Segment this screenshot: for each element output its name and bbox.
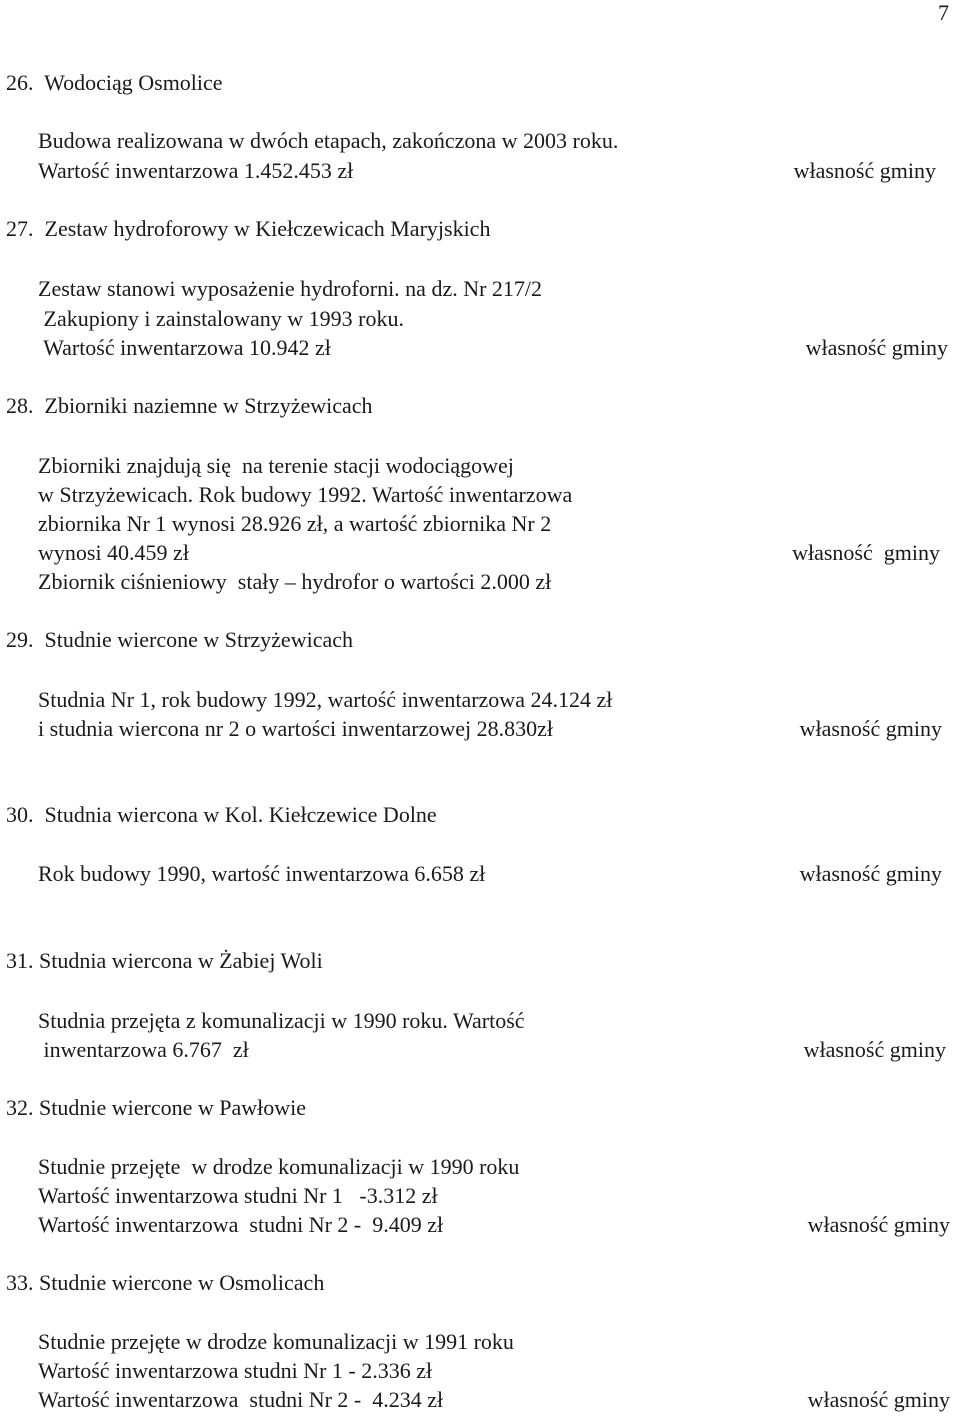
section-line: Studnie przejęte w drodze komunalizacji w 1991 roku xyxy=(38,1329,514,1354)
section-line: Wartość inwentarzowa studni Nr 1 - 2.336 zł xyxy=(38,1358,433,1383)
ownership-label: własność gminy xyxy=(793,158,936,183)
section-line: Studnia Nr 1, rok budowy 1992, wartość inwentarzowa 24.124 zł xyxy=(38,687,613,712)
section-heading: 27. Zestaw hydroforowy w Kiełczewicach Maryjskich xyxy=(6,216,491,241)
page-number: 7 xyxy=(938,0,949,25)
ownership-label: własność gminy xyxy=(792,540,940,565)
ownership-label: własność gminy xyxy=(799,716,942,741)
section-heading: 30. Studnia wiercona w Kol. Kiełczewice Dolne xyxy=(6,802,437,827)
section-line: w Strzyżewicach. Rok budowy 1992. Wartość inwentarzowa xyxy=(38,482,573,507)
section-line: Wartość inwentarzowa 10.942 zł xyxy=(38,335,331,360)
section-heading: 33. Studnie wiercone w Osmolicach xyxy=(6,1270,325,1295)
section-heading: 29. Studnie wiercone w Strzyżewicach xyxy=(6,627,353,652)
section-line: i studnia wiercona nr 2 o wartości inwentarzowej 28.830zł xyxy=(38,716,554,741)
ownership-label: własność gminy xyxy=(803,1037,946,1062)
section-line: Zbiorniki znajdują się na terenie stacji wodociągowej xyxy=(38,453,514,478)
section-heading: 31. Studnia wiercona w Żabiej Woli xyxy=(6,948,323,973)
ownership-label: własność gminy xyxy=(807,1387,950,1412)
section-line: Wartość inwentarzowa studni Nr 1 -3.312 zł xyxy=(38,1183,438,1208)
ownership-label: własność gminy xyxy=(799,861,942,886)
section-line: Budowa realizowana w dwóch etapach, zakończona w 2003 roku. xyxy=(38,128,619,153)
section-heading: 26. Wodociąg Osmolice xyxy=(6,70,223,95)
section-line: wynosi 40.459 zł xyxy=(38,540,189,565)
section-line: Zakupiony i zainstalowany w 1993 roku. xyxy=(38,306,404,331)
section-line: inwentarzowa 6.767 zł xyxy=(38,1037,249,1062)
ownership-label: własność gminy xyxy=(805,335,948,360)
section-heading: 28. Zbiorniki naziemne w Strzyżewicach xyxy=(6,393,373,418)
section-line: Wartość inwentarzowa studni Nr 2 - 4.234 zł xyxy=(38,1387,444,1412)
section-line: Studnie przejęte w drodze komunalizacji w 1990 roku xyxy=(38,1154,520,1179)
ownership-label: własność gminy xyxy=(807,1212,950,1237)
section-heading: 32. Studnie wiercone w Pawłowie xyxy=(6,1095,306,1120)
section-line: Studnia przejęta z komunalizacji w 1990 roku. Wartość xyxy=(38,1008,525,1033)
section-line: Wartość inwentarzowa studni Nr 2 - 9.409 zł xyxy=(38,1212,444,1237)
section-line: zbiornika Nr 1 wynosi 28.926 zł, a wartość zbiornika Nr 2 xyxy=(38,511,552,536)
section-line: Rok budowy 1990, wartość inwentarzowa 6.658 zł xyxy=(38,861,486,886)
section-line: Zestaw stanowi wyposażenie hydroforni. na dz. Nr 217/2 xyxy=(38,276,543,301)
section-line: Wartość inwentarzowa 1.452.453 zł xyxy=(38,158,354,183)
section-line: Zbiornik ciśnieniowy stały – hydrofor o wartości 2.000 zł xyxy=(38,569,552,594)
